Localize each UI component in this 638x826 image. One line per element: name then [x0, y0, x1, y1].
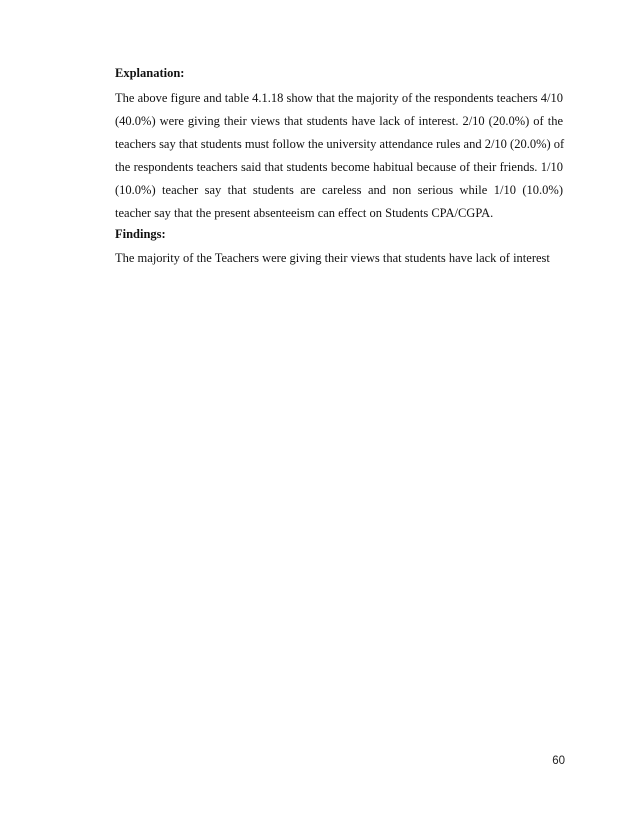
explanation-line: teachers say that students must follow the university attendance rules and 2/10 (20.0%) of	[115, 137, 565, 151]
page-content	[115, 65, 563, 270]
explanation-line: (40.0%) were giving their views that students have lack of interest. 2/10 (20.0%) of the	[115, 114, 563, 128]
explanation-line: the respondents teachers said that students become habitual because of their friends. 1/10	[115, 160, 563, 174]
explanation-paragraph	[115, 87, 563, 225]
explanation-heading: Explanation:	[115, 66, 185, 80]
explanation-line: The above figure and table 4.1.18 show that the majority of the respondents teachers 4/10	[115, 91, 563, 105]
findings-heading: Findings:	[115, 227, 166, 241]
explanation-line: (10.0%) teacher say that students are careless and non serious while 1/10 (10.0%)	[115, 183, 563, 197]
page-number: 60	[552, 755, 565, 767]
findings-paragraph	[115, 247, 563, 270]
explanation-line: teacher say that the present absenteeism can effect on Students CPA/CGPA.	[115, 206, 494, 220]
findings-text: The majority of the Teachers were giving their views that students have lack of interest	[115, 251, 550, 265]
